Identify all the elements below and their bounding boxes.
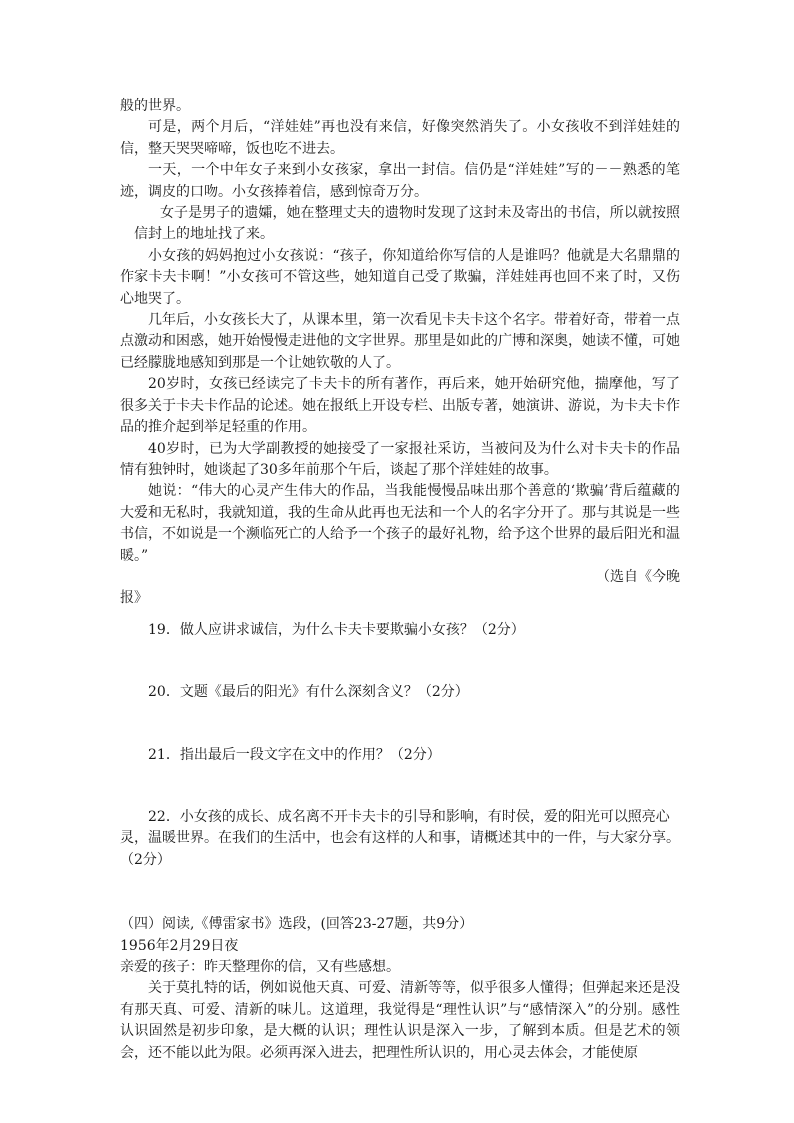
spacer (120, 610, 680, 620)
story-paragraph-0: 般的世界。 (120, 98, 190, 114)
letter-greeting: 亲爱的孩子：昨天整理你的信，又有些感想。 (120, 959, 400, 975)
story-source-b: 报》 (120, 590, 148, 607)
story-paragraph-6: 20岁时，女孩已经读完了卡夫卡的所有著作，再后来，她开始研究他，揣摩他，写了很多关于卡夫卡作品的论述。她在报纸上开设专栏、出版专著，她演讲、游说，为卡夫卡作品的推介起到举足轻重的作用。 (120, 376, 680, 436)
story-source-line (120, 567, 680, 588)
letter-body: 关于莫扎特的话，例如说他天真、可爱、清新等等，似乎很多人懂得；但弹起来还是没有那天真、可爱、清新的味儿。这道理，我觉得是“理性认识”与“感情深入”的分别。感性认识固然是初步印象，是大概的认识；理性认识是深入一步，了解到本质。但是艺术的领会，还不能以此为限。必须再深入进去，把理性所认识的，用心灵去体会，才能使原 (120, 980, 680, 1061)
answer-space-20 (120, 704, 680, 745)
story-paragraph-5: 几年后，小女孩长大了，从课本里，第一次看见卡夫卡这个名字。带着好奇，带着一点点激动和困惑，她开始慢慢走进他的文字世界。那里是如此的广博和深奥，她读不懂，可她已经朦胧地感知到那是一个让她钦敬的人了。 (120, 312, 680, 371)
document-page (120, 96, 680, 1064)
story-paragraph-7: 40岁时，已为大学副教授的她接受了一家报社采访，当被问及为什么对卡夫卡的作品情有独钟时，她谈起了30多年前那个午后，谈起了那个洋娃娃的故事。 (120, 440, 680, 478)
answer-space-22 (120, 871, 680, 914)
question-19: 19．做人应讲求诚信，为什么卡夫卡要欺骗小女孩？（2分） (148, 621, 525, 638)
story-paragraph-3: 女子是男子的遗孀，她在整理丈夫的遗物时发现了这封未及寄出的书信，所以就按照信封上的地址找了来。 (134, 205, 680, 243)
story-paragraph-2: 一天，一个中年女子来到小女孩家，拿出一封信。信仍是“洋娃娃”写的－－熟悉的笔迹，调皮的口吻。小女孩捧着信，感到惊奇万分。 (120, 162, 680, 200)
story-source-a: （选自《今晚 (596, 568, 680, 585)
story-paragraph-8-text: 她说：“伟大的心灵产生伟大的作品，当我能慢慢品味出那个善意的‘欺骗’背后蕴藏的大爱和无私时，我就知道，我的生命从此再也无法和一个人的名字分开了。那与其说是一些书信，不如说是一个濒临死亡的人给予一个孩子的最好礼物，给予这个世界的最后阳光和温暖。” (120, 483, 680, 564)
question-22: 22．小女孩的成长、成名离不开卡夫卡的引导和影响，有时侯，爱的阳光可以照亮心灵，温暖世界。在我们的生活中，也会有这样的人和事，请概述其中的一件，与大家分享。（2分） (120, 808, 680, 868)
story-paragraph-4: 小女孩的妈妈抱过小女孩说：“孩子，你知道给你写信的人是谁吗？他就是大名鼎鼎的作家卡夫卡啊！”小女孩可不管这些，她知道自己受了欺骗，洋娃娃再也回不来了时，又伤心地哭了。 (120, 247, 680, 307)
answer-space-19 (120, 641, 680, 682)
story-paragraph-1: 可是，两个月后，“洋娃娃”再也没有来信，好像突然消失了。小女孩收不到洋娃娃的信，整天哭哭啼啼，饭也吃不进去。 (120, 119, 680, 157)
answer-space-21 (120, 766, 680, 807)
letter-date: 1956年2月29日夜 (120, 937, 239, 954)
story-paragraph-8 (120, 481, 680, 567)
question-20: 20．文题《最后的阳光》有什么深刻含义？（2分） (148, 684, 469, 701)
question-21: 21．指出最后一段文字在文中的作用？（2分） (148, 746, 441, 763)
section-4-title: （四）阅读,《傅雷家书》选段，(回答23-27题，共9分） (120, 916, 474, 933)
